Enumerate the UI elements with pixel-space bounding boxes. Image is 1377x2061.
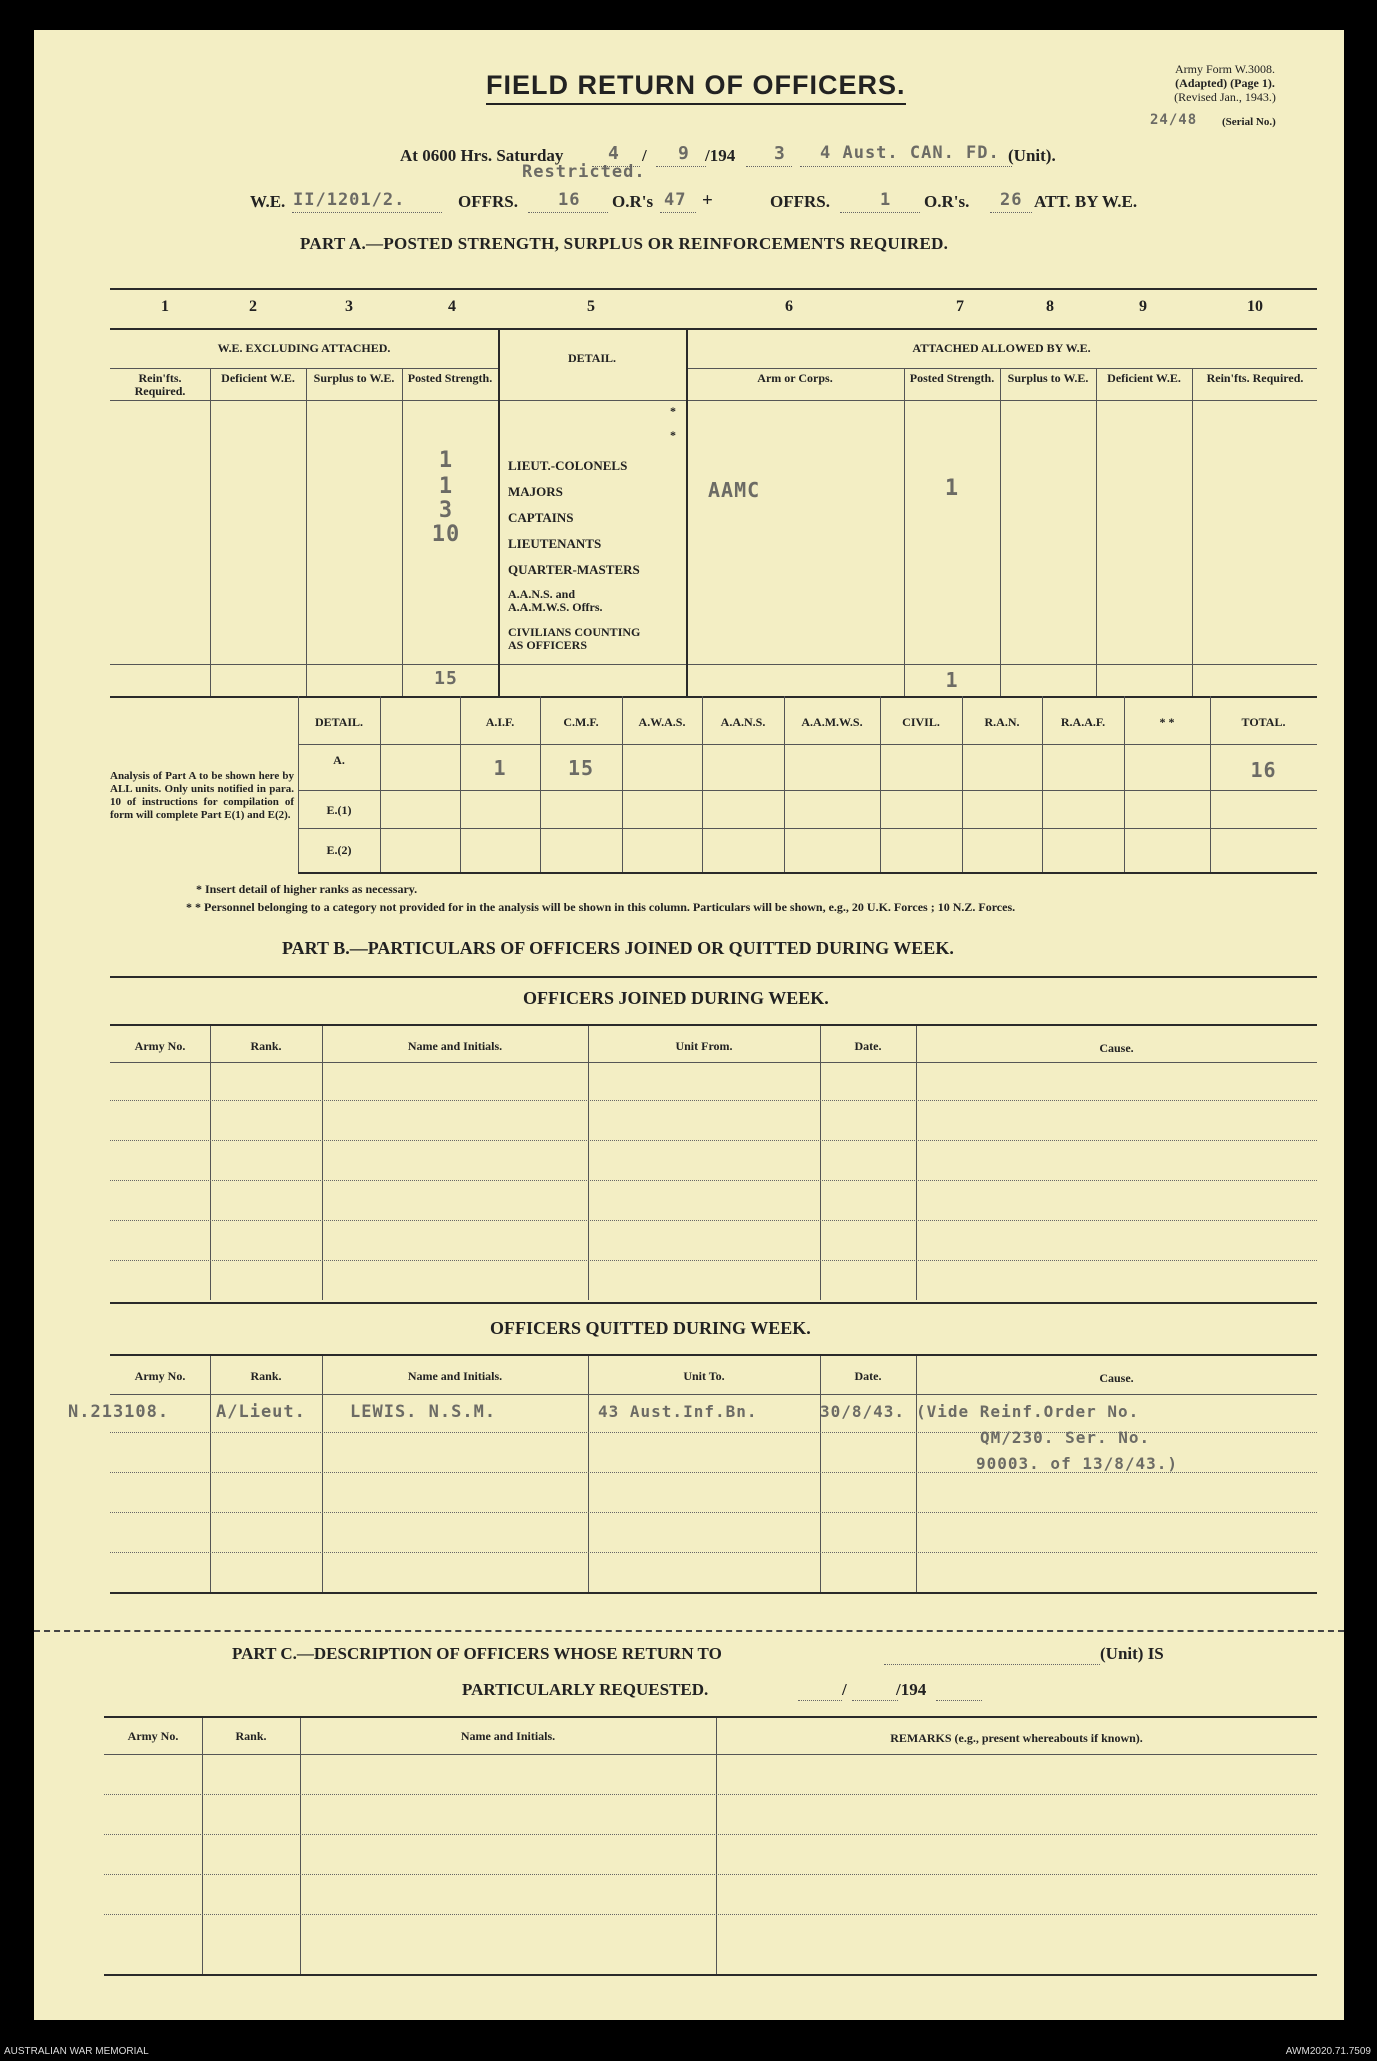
plus-sign: + — [702, 190, 713, 211]
perforation-line — [34, 1630, 1344, 1632]
serial-label: (Serial No.) — [1222, 116, 1276, 128]
restricted-stamp: Restricted. — [522, 162, 646, 182]
ors-value: 47 — [664, 190, 687, 210]
joined-title: OFFICERS JOINED DURING WEEK. — [523, 988, 829, 1008]
col-att-deficient: Deficient W.E. — [1107, 371, 1181, 385]
att-posted-value: 1 — [944, 476, 960, 501]
analysis-row-e1: E.(1) — [326, 803, 352, 817]
part-c-unit-label: (Unit) IS — [1100, 1644, 1164, 1663]
form-title: FIELD RETURN OF OFFICERS. — [486, 70, 906, 105]
form-adapted: (Adapted) (Page 1). — [1175, 76, 1275, 90]
posted-total: 15 — [434, 668, 458, 689]
we-label: W.E. — [250, 192, 286, 211]
asterisk-1: * — [670, 404, 676, 418]
army-form-number: Army Form W.3008. — [1174, 62, 1275, 76]
col-att-reinfts: Rein'fts. Required. — [1206, 371, 1304, 385]
serial-value: 24/48 — [1150, 112, 1198, 128]
offrs2-value: 1 — [880, 190, 892, 210]
part-c-title-2: PARTICULARLY REQUESTED. — [462, 1680, 709, 1699]
col-surplus-we: Surplus to W.E. — [313, 371, 395, 385]
year-digit: 3 — [774, 143, 786, 164]
col-att-posted: Posted Strength. — [909, 371, 995, 385]
footer-archive-id: AWM2020.71.7509 — [1285, 2046, 1371, 2057]
right-group-header: ATTACHED ALLOWED BY W.E. — [912, 341, 1091, 355]
analysis-row-a: A. — [333, 753, 345, 767]
form-revised: (Revised Jan., 1943.) — [1174, 90, 1276, 104]
quitted-rank: A/Lieut. — [216, 1402, 306, 1422]
part-a-title: PART A.—POSTED STRENGTH, SURPLUS OR REINFORCEMENTS REQUIRED. — [300, 234, 949, 253]
asterisk-2: * — [670, 428, 676, 442]
part-c-year: /194 — [896, 1680, 927, 1699]
at-hours-label: At 0600 Hrs. Saturday — [400, 146, 564, 165]
unit-label: (Unit). — [1008, 146, 1056, 165]
analysis-total-value: 16 — [1250, 758, 1277, 782]
analysis-aif-value: 1 — [493, 756, 507, 780]
quitted-date: 30/8/43. — [820, 1402, 906, 1421]
analysis-note: Analysis of Part A to be shown here by ALL units. Only units notified in para. 10 of instructions for compilation of form will complete Part E(1) and E(2). — [110, 770, 294, 821]
quitted-cause-1: (Vide Reinf.Order No. — [916, 1402, 1140, 1421]
att-label: ATT. BY W.E. — [1034, 192, 1138, 211]
col-reinfts-required: Rein'fts. Required. — [134, 371, 186, 398]
detail-header: DETAIL. — [567, 351, 617, 365]
part-b-title: PART B.—PARTICULARS OF OFFICERS JOINED OR QUITTED DURING WEEK. — [282, 938, 954, 958]
att-posted-total: 1 — [945, 668, 959, 692]
form-number-block — [1155, 62, 1295, 104]
col-deficient-we: Deficient W.E. — [221, 371, 295, 385]
quitted-cause-2: QM/230. Ser. No. — [980, 1428, 1151, 1447]
ors2-value: 26 — [1000, 190, 1023, 210]
offrs2-label: OFFRS. — [770, 192, 830, 211]
unit-value: 4 Aust. CAN. FD. — [820, 143, 1000, 163]
year-prefix: /194 — [705, 146, 736, 165]
day-value: 4 — [608, 143, 620, 164]
left-group-header: W.E. EXCLUDING ATTACHED. — [217, 341, 391, 355]
quitted-army-no: N.213108. — [68, 1402, 170, 1422]
footnote-higher-ranks: * Insert detail of higher ranks as necessary. — [196, 882, 418, 896]
quitted-unit-to: 43 Aust.Inf.Bn. — [598, 1402, 758, 1421]
quitted-cause-3: 90003. of 13/8/43.) — [976, 1454, 1179, 1473]
ors-label: O.R's — [612, 192, 654, 211]
col-arm-corps: Arm or Corps. — [757, 371, 833, 385]
col-att-surplus: Surplus to W.E. — [1007, 371, 1089, 385]
we-value: II/1201/2. — [293, 190, 406, 210]
analysis-row-e2: E.(2) — [326, 843, 352, 857]
arm-corps-value: AAMC — [708, 478, 761, 502]
quitted-title: OFFICERS QUITTED DURING WEEK. — [490, 1318, 811, 1338]
analysis-cmf-value: 15 — [567, 756, 595, 780]
quitted-name: LEWIS. N.S.M. — [350, 1402, 497, 1422]
col-posted-strength: Posted Strength. — [407, 371, 493, 385]
ors2-label: O.R's. — [924, 192, 970, 211]
footer-archive-name: AUSTRALIAN WAR MEMORIAL — [4, 2046, 149, 2057]
part-c-title-1: PART C.—DESCRIPTION OF OFFICERS WHOSE RETURN TO — [232, 1644, 722, 1663]
offrs-value: 16 — [558, 190, 581, 210]
offrs-label: OFFRS. — [458, 192, 518, 211]
footnote-category: * * Personnel belonging to a category not provided for in the analysis will be shown in this column. Particulars will be shown, e.g., 20 U.K. Forces ; 10 N.Z. Forces. — [186, 900, 1016, 914]
month-value: 9 — [678, 143, 690, 164]
